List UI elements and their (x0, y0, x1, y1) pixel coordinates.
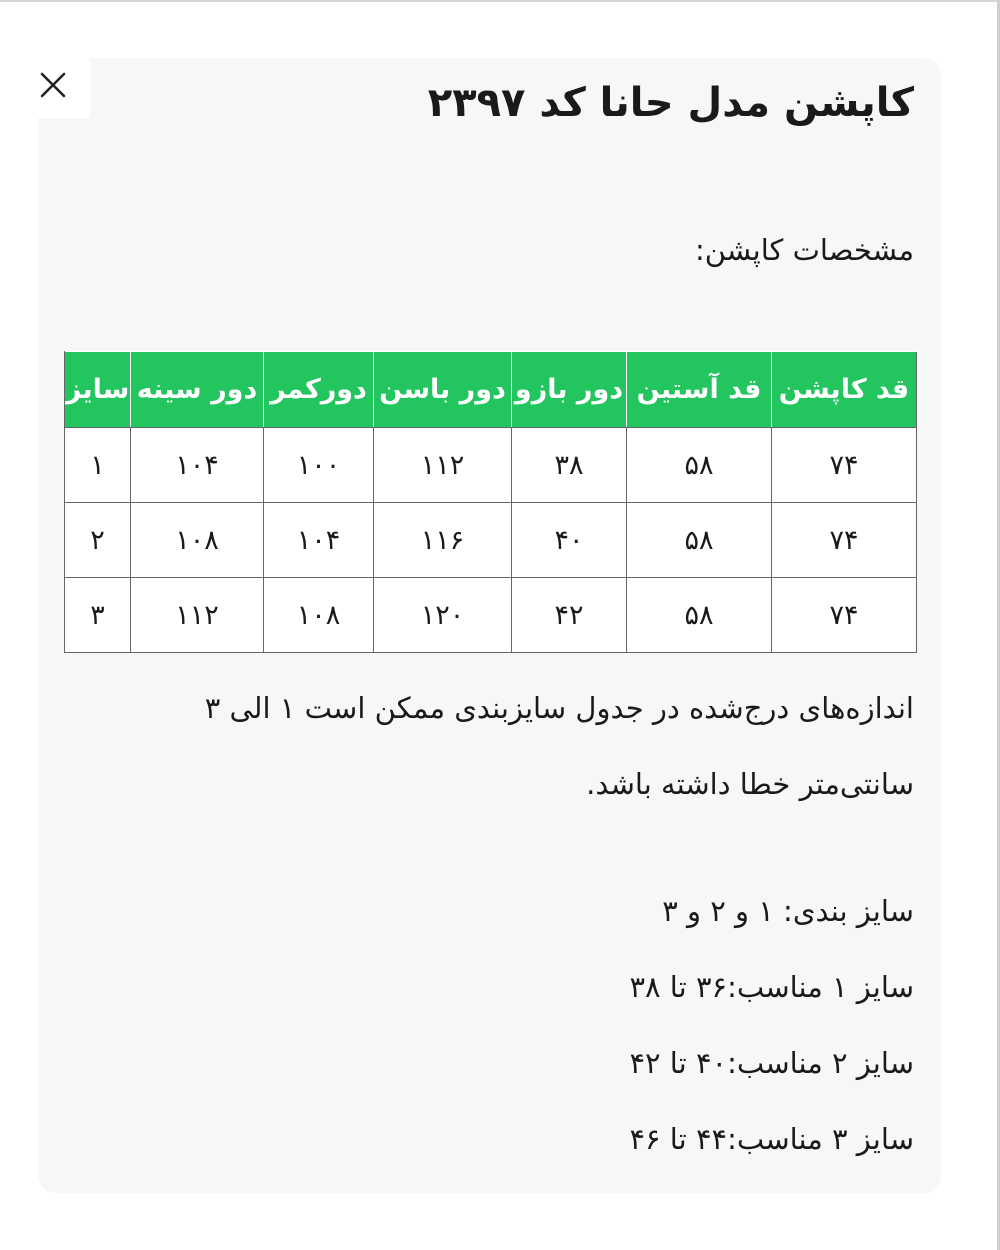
table-cell: ۳۸ (512, 428, 627, 503)
table-row (65, 428, 917, 503)
table-cell: ۱۰۰ (264, 428, 374, 503)
column-header: دور بازو (512, 352, 627, 428)
column-header: دورکمر (264, 352, 374, 428)
column-header: دور سینه (131, 352, 264, 428)
specs-heading: مشخصات کاپشن: (694, 233, 914, 267)
table-cell: ۱۲۰ (374, 578, 512, 653)
table-cell: ۱۰۸ (264, 578, 374, 653)
size-table (64, 351, 917, 653)
table-cell: ۱۰۴ (264, 503, 374, 578)
table-cell: ۱۰۸ (131, 503, 264, 578)
sizing-line: سایز بندی: ۱ و ۲ و ۳ (662, 894, 914, 928)
column-header: سایز (65, 352, 131, 428)
size-accuracy-note: اندازه‌های درج‌شده در جدول سایزبندی ممکن است ۱ الی ۳ سانتی‌متر خطا داشته باشد. (204, 691, 914, 801)
table-cell: ۷۴ (772, 428, 917, 503)
column-header: قد آستین (627, 352, 772, 428)
table-cell: ۷۴ (772, 578, 917, 653)
size-1-fit-line: سایز ۱ مناسب:۳۶ تا ۳۸ (629, 970, 914, 1004)
table-cell: ۳ (65, 578, 131, 653)
size-3-fit-line: سایز ۳ مناسب:۴۴ تا ۴۶ (629, 1122, 914, 1156)
table-row (65, 503, 917, 578)
table-row (65, 578, 917, 653)
table-header-row (65, 352, 917, 428)
table-cell: ۴۲ (512, 578, 627, 653)
table-cell: ۱ (65, 428, 131, 503)
table-cell: ۱۱۲ (374, 428, 512, 503)
product-details-card (38, 58, 941, 1193)
table-cell: ۵۸ (627, 503, 772, 578)
table-cell: ۴۰ (512, 503, 627, 578)
size-2-fit-line: سایز ۲ مناسب:۴۰ تا ۴۲ (629, 1046, 914, 1080)
close-icon (38, 70, 68, 100)
table-cell: ۱۱۲ (131, 578, 264, 653)
table-cell: ۷۴ (772, 503, 917, 578)
window-top-border (0, 0, 1000, 2)
size-info-list (629, 873, 914, 1177)
table-cell: ۱۰۴ (131, 428, 264, 503)
column-header: قد کاپشن (772, 352, 917, 428)
table-cell: ۵۸ (627, 578, 772, 653)
table-cell: ۱۱۶ (374, 503, 512, 578)
table-cell: ۵۸ (627, 428, 772, 503)
close-button[interactable] (8, 58, 90, 118)
table-cell: ۲ (65, 503, 131, 578)
column-header: دور باسن (374, 352, 512, 428)
product-title: کاپشن مدل حانا کد ۲۳۹۷ (427, 80, 914, 126)
